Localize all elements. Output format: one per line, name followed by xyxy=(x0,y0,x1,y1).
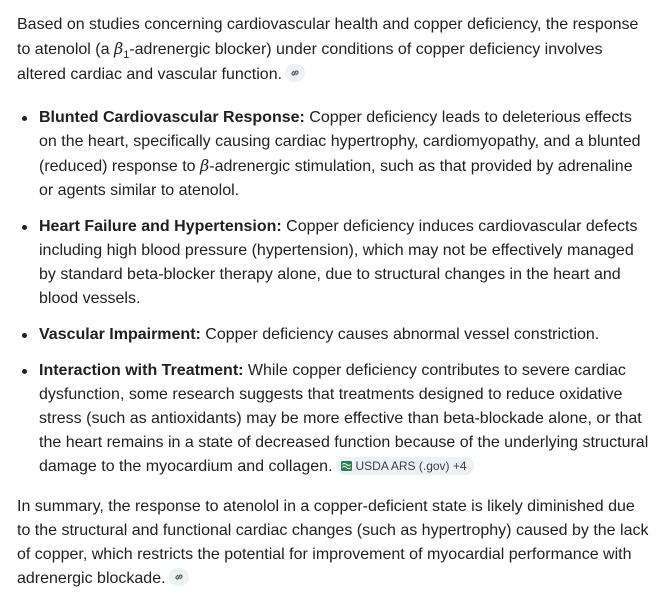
list-item xyxy=(17,323,651,347)
item-text-2: -adrenergic stimulation, such as that provided by adrenaline or agents similar to atenolol. xyxy=(39,158,633,199)
item-text-1: Copper deficiency leads to deleterious effects on the heart, specifically causing cardiac hypertrophy, cardiomyopathy, and a blunted (reduced) response to xyxy=(39,109,641,175)
list-item xyxy=(17,215,651,311)
intro-text-1: Based on studies concerning cardiovascular health and copper deficiency, the response to atenolol (a xyxy=(17,16,639,58)
intro-paragraph xyxy=(17,13,651,87)
intro-text-2: -adrenergic blocker) under conditions of copper deficiency involves altered cardiac and vascular function. xyxy=(17,41,603,83)
beta-symbol: β xyxy=(113,39,124,58)
link-icon[interactable] xyxy=(169,568,189,586)
item-text: Copper deficiency induces cardiovascular defects including high blood pressure (hypertension), which may not be effectively managed by standard beta-blocker therapy alone, due to structural changes in the heart and blood vessels. xyxy=(39,218,638,307)
link-icon[interactable] xyxy=(285,64,305,82)
source-label: USDA ARS (.gov) +4 xyxy=(355,459,467,473)
list-item xyxy=(17,359,651,479)
beta-subscript: 1 xyxy=(123,49,130,61)
item-title: Heart Failure and Hypertension: xyxy=(39,218,282,235)
summary-text: In summary, the response to atenolol in a copper-deficient state is likely diminished due to the structural and functional cardiac changes (such as hypertrophy) caused by the lack of copper, which restricts the potential for improvement of myocardial performance with adrenergic blockade. xyxy=(17,498,649,587)
item-text: Copper deficiency causes abnormal vessel constriction. xyxy=(200,326,600,343)
beta-symbol: β xyxy=(199,156,210,175)
findings-list xyxy=(17,106,651,479)
item-text: While copper deficiency contributes to severe cardiac dysfunction, some research suggests that treatments designed to reduce oxidative stress (such as antioxidants) may be more effective than beta-blockade alone, or that the heart remains in a state of decreased function because of the underlying structural damage to the myocardium and collagen. xyxy=(39,362,649,475)
source-chip[interactable] xyxy=(336,457,474,475)
summary-paragraph xyxy=(17,495,651,591)
item-title: Blunted Cardiovascular Response: xyxy=(39,109,305,126)
item-title: Interaction with Treatment: xyxy=(39,362,244,379)
item-title: Vascular Impairment: xyxy=(39,326,201,343)
usda-logo-icon xyxy=(341,458,352,468)
list-item xyxy=(17,106,651,203)
